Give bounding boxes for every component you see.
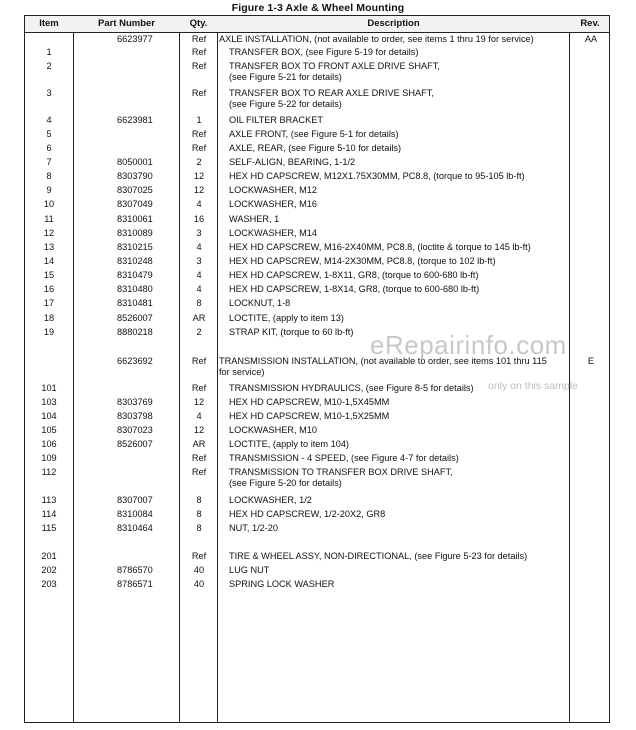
- header-qty: Qty.: [189, 18, 208, 29]
- cell-description: LOCKWASHER, M16: [229, 199, 317, 209]
- watermark-sample-note: only on this sample: [488, 380, 578, 392]
- cell-part-number: 8307049: [117, 199, 153, 209]
- cell-item: 104: [41, 411, 57, 421]
- cell-description: AXLE, REAR, (see Figure 5-10 for details): [229, 143, 402, 153]
- cell-qty: Ref: [191, 88, 207, 98]
- cell-item: 103: [41, 397, 57, 407]
- cell-description: LOCKWASHER, M14: [229, 228, 317, 238]
- cell-qty: Ref: [191, 61, 207, 71]
- cell-part-number: 8310061: [117, 214, 153, 224]
- cell-item: 106: [41, 439, 57, 449]
- cell-part-number: 8303769: [117, 397, 153, 407]
- cell-part-number: 8310464: [117, 523, 153, 533]
- cell-description-continued: (see Figure 5-20 for details): [229, 477, 342, 488]
- cell-qty: 2: [196, 327, 202, 337]
- cell-part-number: 8526007: [117, 313, 153, 323]
- cell-description: STRAP KIT, (torque to 60 lb-ft): [229, 327, 354, 337]
- cell-description: LOCKWASHER, M10: [229, 425, 317, 435]
- parts-table: [24, 15, 610, 723]
- cell-description: WASHER, 1: [229, 214, 280, 224]
- cell-item: 105: [41, 425, 57, 435]
- cell-description-continued: (see Figure 5-22 for details): [229, 98, 342, 109]
- cell-description: AXLE INSTALLATION, (not available to order, see items 1 thru 19 for service): [219, 34, 534, 44]
- cell-qty: 4: [196, 199, 202, 209]
- cell-item: 14: [43, 256, 55, 266]
- cell-part-number: 8786570: [117, 565, 153, 575]
- cell-part-number: 8050001: [117, 157, 153, 167]
- cell-item: 19: [43, 327, 55, 337]
- cell-description: HEX HD CAPSCREW, 1/2-20X2, GR8: [229, 509, 386, 519]
- cell-qty: Ref: [191, 34, 207, 44]
- cell-qty: 8: [196, 495, 202, 505]
- cell-qty: Ref: [191, 453, 207, 463]
- cell-qty: 4: [196, 411, 202, 421]
- watermark: eRepairinfo.com: [370, 330, 567, 360]
- cell-qty: Ref: [191, 47, 207, 57]
- cell-description: TRANSMISSION - 4 SPEED, (see Figure 4-7 for details): [229, 453, 459, 463]
- cell-part-number: 8310084: [117, 509, 153, 519]
- cell-description: OIL FILTER BRACKET: [229, 115, 323, 125]
- header-description: Description: [367, 18, 420, 29]
- cell-qty: 12: [193, 397, 205, 407]
- cell-qty: 4: [196, 242, 202, 252]
- cell-item: 203: [41, 579, 57, 589]
- cell-item: 115: [41, 523, 57, 533]
- cell-item: 12: [43, 228, 55, 238]
- cell-description-continued: for service): [219, 366, 265, 377]
- cell-qty: Ref: [191, 383, 207, 393]
- cell-part-number: 8310480: [117, 284, 153, 294]
- cell-description: LOCTITE, (apply to item 104): [229, 439, 349, 449]
- cell-qty: 8: [196, 523, 202, 533]
- cell-part-number: 8526007: [117, 439, 153, 449]
- cell-qty: 4: [196, 284, 202, 294]
- cell-part-number: 8310215: [117, 242, 153, 252]
- cell-qty: Ref: [191, 143, 207, 153]
- cell-item: 7: [46, 157, 52, 167]
- cell-description: SPRING LOCK WASHER: [229, 579, 335, 589]
- cell-item: 2: [46, 61, 52, 71]
- cell-part-number: 8307007: [117, 495, 153, 505]
- cell-description: NUT, 1/2-20: [229, 523, 279, 533]
- cell-qty: AR: [192, 313, 206, 323]
- cell-item: 16: [43, 284, 55, 294]
- column-divider: [179, 16, 180, 722]
- cell-qty: 8: [196, 509, 202, 519]
- cell-item: 9: [46, 185, 52, 195]
- cell-description: TRANSMISSION TO TRANSFER BOX DRIVE SHAFT,: [229, 467, 453, 477]
- cell-item: 18: [43, 313, 55, 323]
- cell-part-number: 6623977: [117, 34, 153, 44]
- cell-qty: 12: [193, 171, 205, 181]
- cell-description: HEX HD CAPSCREW, M14-2X30MM, PC8.8, (torque to 102 lb-ft): [229, 256, 496, 266]
- cell-description: LOCKNUT, 1-8: [229, 298, 291, 308]
- cell-item: 4: [46, 115, 52, 125]
- cell-rev: AA: [584, 34, 598, 44]
- cell-item: 112: [41, 467, 57, 477]
- cell-part-number: 8307023: [117, 425, 153, 435]
- cell-item: 109: [41, 453, 57, 463]
- cell-qty: 12: [193, 425, 205, 435]
- cell-qty: 3: [196, 256, 202, 266]
- header-part-number: Part Number: [97, 18, 155, 29]
- cell-item: 5: [46, 129, 52, 139]
- cell-item: 11: [44, 214, 54, 224]
- cell-qty: 40: [193, 579, 205, 589]
- cell-part-number: 8310248: [117, 256, 153, 266]
- cell-description: AXLE FRONT, (see Figure 5-1 for details): [229, 129, 399, 139]
- cell-part-number: 8303790: [117, 171, 153, 181]
- cell-description: SELF-ALIGN, BEARING, 1-1/2: [229, 157, 356, 167]
- cell-qty: Ref: [191, 129, 207, 139]
- page-title: Figure 1-3 Axle & Wheel Mounting: [231, 2, 405, 14]
- cell-part-number: 6623692: [117, 356, 153, 366]
- cell-qty: Ref: [191, 467, 207, 477]
- column-divider: [217, 16, 218, 722]
- cell-item: 202: [41, 565, 57, 575]
- cell-item: 201: [41, 551, 57, 561]
- cell-item: 6: [46, 143, 52, 153]
- cell-qty: Ref: [191, 551, 207, 561]
- cell-qty: 3: [196, 228, 202, 238]
- cell-qty: AR: [192, 439, 206, 449]
- cell-description: HEX HD CAPSCREW, 1-8X11, GR8, (torque to 600-680 lb-ft): [229, 270, 479, 280]
- column-divider: [73, 16, 74, 722]
- cell-item: 113: [41, 495, 57, 505]
- cell-description: LOCTITE, (apply to item 13): [229, 313, 344, 323]
- cell-part-number: 8880218: [117, 327, 153, 337]
- cell-item: 15: [43, 270, 55, 280]
- cell-description: HEX HD CAPSCREW, M10-1,5X45MM: [229, 397, 390, 407]
- cell-qty: 8: [196, 298, 202, 308]
- cell-description-continued: (see Figure 5-21 for details): [229, 71, 342, 82]
- cell-part-number: 8310481: [117, 298, 153, 308]
- cell-item: 3: [46, 88, 52, 98]
- cell-item: 8: [46, 171, 52, 181]
- cell-description: TRANSFER BOX TO REAR AXLE DRIVE SHAFT,: [229, 88, 434, 98]
- cell-description: LOCKWASHER, 1/2: [229, 495, 312, 505]
- cell-part-number: 8310479: [117, 270, 153, 280]
- cell-item: 13: [43, 242, 55, 252]
- cell-qty: 1: [196, 115, 202, 125]
- header-rev: Rev.: [580, 18, 600, 29]
- cell-description: HEX HD CAPSCREW, 1-8X14, GR8, (torque to 600-680 lb-ft): [229, 284, 480, 294]
- table-header: [25, 16, 609, 33]
- cell-item: 1: [46, 47, 52, 57]
- cell-part-number: 8303798: [117, 411, 153, 421]
- cell-item: 17: [43, 298, 55, 308]
- cell-item: 10: [43, 199, 55, 209]
- cell-rev: E: [587, 356, 595, 366]
- cell-qty: 16: [193, 214, 205, 224]
- cell-item: 101: [41, 383, 57, 393]
- cell-description: TRANSFER BOX TO FRONT AXLE DRIVE SHAFT,: [229, 61, 440, 71]
- header-item: Item: [39, 18, 59, 29]
- cell-description: LOCKWASHER, M12: [229, 185, 317, 195]
- cell-description: HEX HD CAPSCREW, M10-1,5X25MM: [229, 411, 390, 421]
- cell-part-number: 8307025: [117, 185, 153, 195]
- cell-qty: 4: [196, 270, 202, 280]
- cell-description: HEX HD CAPSCREW, M16-2X40MM, PC8.8, (loctite & torque to 145 lb-ft): [229, 242, 531, 252]
- cell-item: 114: [41, 509, 57, 519]
- cell-qty: 12: [193, 185, 205, 195]
- cell-description: TRANSMISSION INSTALLATION, (not available to order, see items 101 thru 115: [219, 356, 547, 366]
- cell-part-number: 6623981: [117, 115, 153, 125]
- cell-description: TIRE & WHEEL ASSY, NON-DIRECTIONAL, (see Figure 5-23 for details): [229, 551, 528, 561]
- cell-qty: 40: [193, 565, 205, 575]
- cell-description: TRANSMISSION HYDRAULICS, (see Figure 8-5 for details): [229, 383, 474, 393]
- cell-qty: 2: [196, 157, 202, 167]
- cell-description: TRANSFER BOX, (see Figure 5-19 for details): [229, 47, 419, 57]
- cell-part-number: 8310089: [117, 228, 153, 238]
- cell-description: HEX HD CAPSCREW, M12X1.75X30MM, PC8.8, (torque to 95-105 lb-ft): [229, 171, 525, 181]
- cell-description: LUG NUT: [229, 565, 270, 575]
- cell-qty: Ref: [191, 356, 207, 366]
- cell-part-number: 8786571: [117, 579, 153, 589]
